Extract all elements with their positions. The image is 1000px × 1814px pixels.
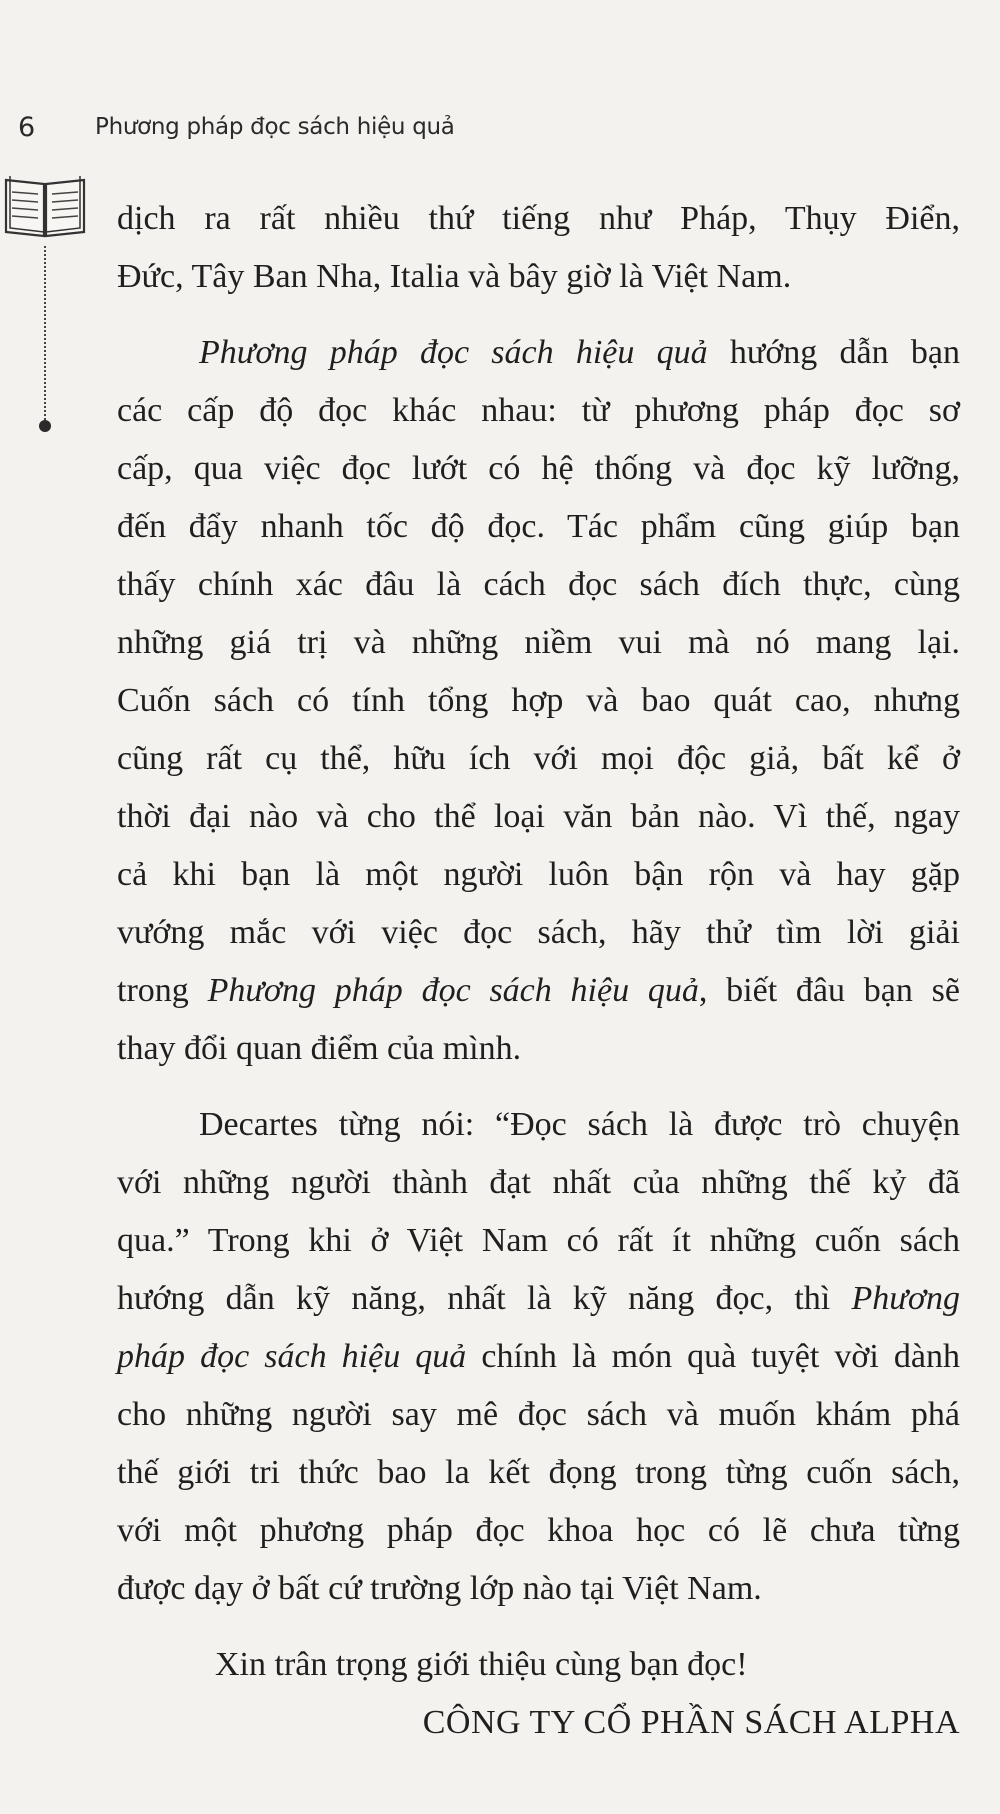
- running-header: Phương pháp đọc sách hiệu quả: [95, 114, 455, 140]
- body-line: vướng mắc với việc đọc sách, hãy thử tìm lời giải: [117, 914, 960, 951]
- body-line: dịch ra rất nhiều thứ tiếng như Pháp, Thụy Điển,: [117, 200, 960, 237]
- body-line-text: trong: [117, 972, 208, 1009]
- body-line: Cuốn sách có tính tổng hợp và bao quát cao, nhưng: [117, 682, 960, 719]
- body-line-text: hướng dẫn kỹ năng, nhất là kỹ năng đọc, thì: [117, 1280, 852, 1317]
- closing-line: Xin trân trọng giới thiệu cùng bạn đọc!: [215, 1646, 748, 1683]
- body-line: với những người thành đạt nhất của những thế kỷ đã: [117, 1164, 960, 1201]
- page-number: 6: [18, 112, 36, 143]
- open-book-icon: [2, 170, 88, 244]
- body-line: thấy chính xác đâu là cách đọc sách đích thực, cùng: [117, 566, 960, 603]
- body-line: cấp, qua việc đọc lướt có hệ thống và đọc kỹ lưỡng,: [117, 450, 960, 487]
- margin-rule-dot: [39, 420, 51, 432]
- body-line-text: , biết đâu bạn sẽ: [698, 972, 960, 1009]
- body-line: qua.” Trong khi ở Việt Nam có rất ít những cuốn sách: [117, 1222, 960, 1259]
- body-line: thay đổi quan điểm của mình.: [117, 1030, 522, 1067]
- body-line: [117, 1270, 960, 1328]
- body-line: [117, 1328, 960, 1386]
- book-title-italic: Phương pháp đọc sách hiệu quả: [199, 334, 708, 371]
- body-line: được dạy ở bất cứ trường lớp nào tại Việt Nam.: [117, 1570, 762, 1607]
- body-line: [117, 962, 960, 1020]
- body-line: Đức, Tây Ban Nha, Italia và bây giờ là Việt Nam.: [117, 258, 792, 295]
- book-title-italic: pháp đọc sách hiệu quả: [117, 1338, 467, 1375]
- margin-dotted-rule: [44, 246, 46, 424]
- book-title-italic: Phương pháp đọc sách hiệu quả: [207, 972, 699, 1009]
- body-line: những giá trị và những niềm vui mà nó mang lại.: [117, 624, 960, 661]
- body-text: [117, 190, 960, 1752]
- publisher-signature: CÔNG TY CỔ PHẦN SÁCH ALPHA: [422, 1704, 960, 1741]
- body-line: đến đẩy nhanh tốc độ đọc. Tác phẩm cũng giúp bạn: [117, 508, 960, 545]
- body-line: Decartes từng nói: “Đọc sách là được trò chuyện: [199, 1106, 960, 1143]
- body-line: thời đại nào và cho thể loại văn bản nào. Vì thế, ngay: [117, 798, 960, 835]
- body-line: với một phương pháp đọc khoa học có lẽ chưa từng: [117, 1512, 960, 1549]
- body-line-text: hướng dẫn bạn: [707, 334, 960, 371]
- body-line-text: chính là món quà tuyệt vời dành: [466, 1338, 960, 1375]
- book-title-italic: Phương: [851, 1280, 960, 1317]
- body-line: thế giới tri thức bao la kết đọng trong từng cuốn sách,: [117, 1454, 960, 1491]
- body-line: các cấp độ đọc khác nhau: từ phương pháp đọc sơ: [117, 392, 960, 429]
- body-line: cả khi bạn là một người luôn bận rộn và hay gặp: [117, 856, 960, 893]
- body-line: cho những người say mê đọc sách và muốn khám phá: [117, 1396, 960, 1433]
- body-line: [117, 324, 960, 382]
- body-line: cũng rất cụ thể, hữu ích với mọi độc giả, bất kể ở: [117, 740, 960, 777]
